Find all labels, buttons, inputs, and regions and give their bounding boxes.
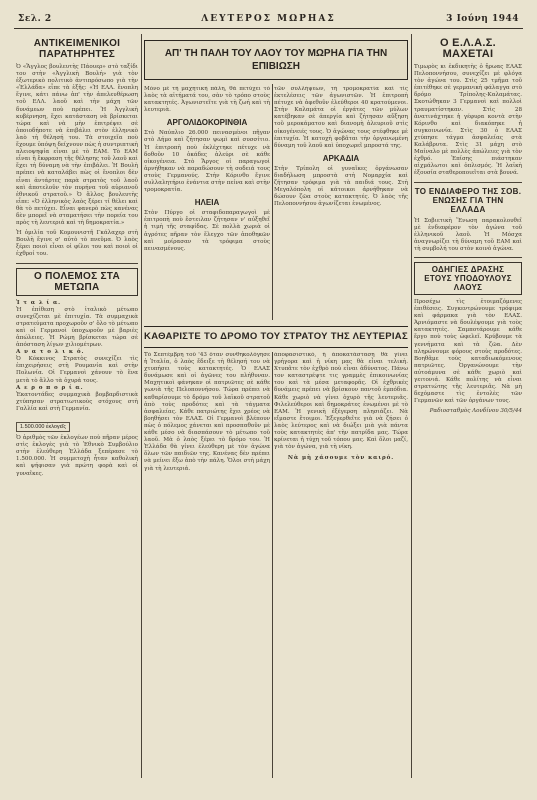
article-heading-antikeimenikoi: ΑΝΤΙΚΕΙΜΕΝΙΚΟΙ ΠΑΡΑΤΗΡΗΤΕΣ: [33, 38, 121, 60]
article-body: ἀποφασιστικό, ἡ ἀποκατάσταση θὰ γίνει γρήγορα καὶ ἡ νίκη μας θὰ εἶναι τελικὴ. Χτυπᾶτε τὸν ἐχθρὸ ποὺ εἶναι ἀδύνατος. Πάνω τον καταστρέψτε τις γραμμὲς ἐπικοινωνίας του καὶ τὰ μέσα μεταφορᾶς. Οἱ ἐχθρικὲς δυνάμεις πρέπει νὰ βρίσκουν παντοῦ ἐμπόδια. Κάθε χωριὸ νὰ γίνει ὀχυρὸ τῆς λευτεριᾶς. Φιλελεύθεροι καὶ δημοκράτες ἑνωμένοι μὲ τὸ ΕΑΜ. Ἡ γενικὴ ἐξέγερση πλησιάζει. Νὰ εἴμαστε ἕτοιμοι. Ἐξεγερθεῖτε γιὰ νὰ ζήσει ὁ λαὸς λεύτερος καὶ νὰ διώξει μιὰ γιὰ πάντα τοὺς κατακτητὲς ἀπ' τὴν πατρίδα μας. Τώρα κρίνεται ἡ τύχη τοῦ τόπου μας. Καὶ ὅλοι μαζί, γιὰ τὸν ἀγώνα, γιὰ τὴ νίκη.: [274, 352, 408, 451]
page-fade: [274, 756, 408, 778]
subheading-ileia: ΗΛΕΙΑ: [194, 198, 220, 208]
column-center-left-top: [144, 86, 270, 320]
article-body: τῶν συλλήψεων, τὴ τρομοκρατία καὶ τὶς ἐκτελέσεις τῶν ἀγωνιστῶν. Ἡ ἐπιτροπὴ πέτυχε νὰ ἀφεθοῦν ἐλεύθεροι 40 κρατούμενοι. Στὴν Καλαμάτα οἱ ἐργάτες τῶν μύλων κατέβηκαν σὲ ἀπεργία καὶ ζήτησαν αὔξηση τοῦ μεροκάματου καὶ διανομὴ ἀλευριοῦ στὶς οἰκογένειές τους. Ὁ ἀγώνας τους στέφθηκε μὲ ἐπιτυχία. Ἡ κατοχὴ φοβᾶται τὴν ὀργανωμένη δύναμη τοῦ λαοῦ καὶ ὑποχωρεῖ μπροστά της.: [274, 86, 408, 149]
column-rule: [272, 84, 273, 320]
column-right: [414, 36, 522, 778]
article-body: Ὁ «Ἄγγλος βουλευτὴς Πάουερ» στὸ ταξίδι του στὴν «Ἀγγλικὴ Βουλή» γιὰ τὸν ἐξωτερικὸ πολιτικὸ ἀντιπρόσωπο γιὰ τὴν «Ἑλλάδα» εἶπε τὰ ἑξῆς: «Ἡ ΕΛΛ. ἕνοπλη ἔγινε, κάτι πάνω ἀπ' τὴν ἀπελευθέρωση τοῦ ΕΛΛ. λαοῦ καὶ τὴν μάχη τῶν δυνάμεων ποὺ πρέπει. Ἡ Ἀγγλικὴ κυβέρνηση, ἔχει κατάσταση νὰ βρίσκεται τώρα καὶ νὰ μὴν ἐπιτρέψει σὲ ὁποιοδήποτε νὰ ἐπιβάλει στὸν ἑλληνικὸ λαὸ τὴ θέλησή του. Τὰ στοιχεῖα ποὺ ἔχουμε ὑπόψη δείχνουν πὼς ἡ συντριπτικὴ πλειοψηφία εἶναι μὲ τὸ ΕΑΜ. Τὸ ΕΑΜ εἶναι ἡ ἔκφραση τῆς θέλησης τοῦ λαοῦ καὶ ἔχει τὴ δύναμη νὰ τὴν ἐπιβάλει. Ἡ Βουλὴ πρέπει νὰ καταλάβει πὼς οἱ ἔνοπλοι δὲν εἶναι ἀντάρτες παρὰ στρατὸς τοῦ λαοῦ καὶ ἀποτελοῦν τὸν πυρήνα τοῦ αὐριανοῦ ἐθνικοῦ στρατοῦ.» Ὁ ἄλλος βουλευτὴς εἶπε: «Ὁ ἑλληνικὸς λαὸς ξέρει τί θέλει καὶ θὰ τὸ πετύχει. Εἶναι φανερὸ πὼς κανένας δὲν μπορεῖ νὰ σταματήσει τὴν πορεία του πρὸς τὴ λευτεριά καὶ τὴ δημοκρατία.»: [16, 64, 138, 227]
subheading-arkadia: ΑΡΚΑΔΙΑ: [322, 153, 360, 163]
article-body: Ὁ ἀριθμὸς τῶν ἐκλογέων ποὺ πῆραν μέρος στὶς ἐκλογὲς γιὰ τὸ Ἐθνικὸ Συμβούλιο στὴν ἐλεύθερη Ἑλλάδα ξεπέρασε τὸ 1.500.000. Ἡ συμμετοχὴ ἦταν καθολικὴ καὶ ψήφισαν γιὰ πρώτη φορὰ καὶ οἱ γυναῖκες.: [16, 435, 138, 477]
article-body: Προσέχω τὶς ἑτοιμαζόμενες ἐπιθέσεις. Συγκεντρώνουμε τρόφιμα καὶ φάρμακα γιὰ τὸν ΕΛΑΣ. Ἀρνιόμαστε νὰ δουλέψουμε γιὰ τοὺς κατακτητές. Σαμποτάρουμε κάθε ἔργο ποὺ τοὺς ὠφελεῖ. Κρύβουμε τὰ γεννήματα καὶ τὰ ζῶα. Δὲν πληρώνουμε φόρους στοὺς προδότες. Βοηθᾶμε τοὺς καταδιωκόμενους πατριῶτες. Ὀργανώνουμε τὴν αὐτοάμυνα σὲ κάθε χωριὸ καὶ γειτονιά. Κάθε πολίτης νὰ εἶναι στρατιώτης τῆς λευτεριᾶς. Νὰ μὴ δεχόμαστε τὶς ἐντολὲς τῶν Γερμανῶν καὶ τῶν ὀργάνων τους.: [414, 298, 522, 405]
section-lead: Α ν α τ ο λ ι κ ό.: [16, 349, 85, 356]
column-rule: [411, 34, 412, 778]
column-center-left-bottom: [144, 352, 270, 778]
article-body: Στὸ Ναύπλιο 26.000 πεινασμένοι πῆγαν στὸ Δήμο καὶ ζήτησαν ψωμὶ καὶ συσσίτιο. Ἡ ἐπιτροπὴ ποὺ ἐκλέχτηκε πέτυχε νὰ δοθοῦν 10 ὀκάδες ἀλεύρι σὲ κάθε οἰκογένεια. Στὸ Ἄργος οἱ παραγωγοὶ ἀρνήθηκαν νὰ παραδώσουν τὴ σοδειά τους στοὺς Γερμανούς. Στὴν Κόρινθο ἔγινε συλλαλητήριο ἐνάντια στὴν πείνα καὶ στὴν τρομοκρατία.: [144, 130, 270, 194]
article-intro: Μόνο μὲ τὴ μαχητικὴ πάλη, θὰ πετύχει τὸ λαὸς τὰ αἰτήματά του, σὰν τὸ τρόπο στοὺς κατακτητές. Ἀγωνιστεῖτε γιὰ τὴ ζωή καὶ τὴ λευτεριὰ.: [144, 86, 270, 114]
section-lead: Α ε ρ ο π ο ρ ί α.: [16, 384, 84, 391]
issue-date: 3 Ιούνη 1944: [446, 14, 519, 24]
section-lead: Ἰ τ α λ ί α.: [16, 299, 62, 306]
divider: [414, 182, 522, 183]
divider: [414, 257, 522, 258]
article-heading-polemos: Ο ΠΟΛΕΜΟΣ ΣΤΑ ΜΕΤΩΠΑ: [16, 268, 138, 296]
article-body: Τὸ Σεπτέμβρη τοῦ '43 ὅταν συνθηκολόγησε ἡ Ἰταλία, ὁ λαὸς ἔδειξε τὴ θέλησή του νὰ χτυπήσει τοὺς κατακτητές. Ὁ ΕΛΑΣ δυνάμωσε καὶ οἱ ἀγῶνες του πλήθυναν. Μαχητικοὶ φάνηκαν οἱ πατριῶτες σὲ κάθε γωνιὰ τῆς Πελοποννήσου. Τώρα πρέπει νὰ καθαρίσουμε τὸ δρόμο τοῦ λαϊκοῦ στρατοῦ ἀπὸ τοὺς προδότες καὶ τὰ τάγματα ἀσφαλείας. Κάθε πατριώτης ἔχει χρέος νὰ βοηθήσει τὸν ΕΛΑΣ. Οἱ Γερμανοὶ βλέπουν πὼς ὁ πόλεμος χάνεται καὶ προσπαθοῦν μὲ κάθε μέσο νὰ διασπάσουν τὸ μέτωπο τοῦ λαοῦ. Μὰ ὁ λαὸς ξέρει τὸ δρόμο του. Ἡ Ἑλλάδα θὰ γίνει ἐλεύθερη μὲ τὸν ἀγώνα ὅλων τῶν παιδιῶν της. Κανένας δὲν πρέπει νὰ μείνει ἔξω ἀπὸ τὴν πάλη. Ὅλοι στὴ μάχη γιὰ τὴ λευτεριά.: [144, 352, 270, 472]
article-heading-odigies: ΟΔΗΓΙΕΣ ΔΡΑΣΗΣ ΕΤΟΥΣ ΥΠΟΔΟΥΛΟΥΣ ΛΑΟΥΣ: [414, 262, 522, 295]
column-rule: [141, 34, 142, 778]
article-body: Στὴν Τρίπολη οἱ γυναῖκες ὀργάνωσαν διαδήλωση μπροστὰ στὴ Νομαρχία καὶ ζήτησαν τρόφιμα γιὰ τὰ παιδιά τους. Στὴ Μεγαλόπολη οἱ κάτοικοι ἀρνήθηκαν νὰ δώσουν ζῶα στοὺς κατακτητές. Ὁ λαὸς τῆς Πελοποννήσου ἀγωνίζεται ἑνωμένος.: [274, 165, 408, 208]
column-center-right-bottom: [274, 352, 408, 778]
article-body: Ἡ ἐπίθεση στὸ ἰταλικὸ μέτωπο συνεχίζεται μὲ ἐπιτυχία. Τὰ συμμαχικὰ στρατεύματα προχωροῦν σ' ὅλο τὸ μέτωπο καὶ οἱ Γερμανοὶ ὑποχωροῦν μὲ βαριὲς ἀπώλειες. Ἡ Ρώμη βρίσκεται τώρα σὲ ἀπόσταση λίγων χιλιομέτρων.: [16, 306, 138, 349]
article-body: Ἡ ὁμιλία τοῦ Κομουνιστῆ Γκάλαχερ στὴ Βουλὴ ἔγινε σ' αὐτὸ τὸ πνεῦμα. Ὁ λαὸς ξέρει ποιοὶ εἶναι οἱ φίλοι του καὶ ποιοὶ οἱ ἐχθροί του.: [16, 230, 138, 258]
newspaper-title: ΛΕΥΤΕΡΟΣ ΜΩΡΗΑΣ: [201, 14, 336, 24]
column-rule: [272, 352, 273, 778]
article-body: Στὸν Πύργο οἱ σταφιδοπαραγωγοὶ μὲ ἐπιτροπὴ ποὺ ἔστειλαν ζήτησαν ν' αὐξηθεῖ ἡ τιμὴ τῆς σταφίδας. Σὲ πολλὰ χωριὰ οἱ ἀγρότες πῆραν τὸν ἔλεγχο τῶν ἀποθηκῶν καὶ μοίρασαν τὰ τρόφιμα στοὺς πεινασμένους.: [144, 210, 270, 252]
divider: [16, 263, 138, 264]
article-body: Ἡ Σοβιετικὴ Ἕνωση παρακολουθεῖ μὲ ἐνδιαφέρον τὸν ἀγώνα τοῦ ἑλληνικοῦ λαοῦ. Ἡ Μόσχα ἀναγνωρίζει τὴ δύναμη τοῦ ΕΑΜ καὶ τὴ συμβολή του στὸν κοινὸ ἀγώνα.: [414, 217, 522, 252]
subhead-stamp: 1.500.000 ἐκλογεῖς: [16, 422, 70, 432]
page-number: Σελ. 2: [18, 14, 52, 24]
masthead: [14, 12, 523, 29]
article-heading-sovietiki: ΤΟ ΕΝΔΙΑΦΕΡΟ ΤΗΣ ΣΟΒ. ΕΝΩΣΗΣ ΓΙΑ ΤΗΝ ΕΛΛΑΔΑ: [414, 186, 522, 214]
article-source: Ραδιοσταθμὸς Λονδίνου 30/5/44: [429, 408, 522, 415]
article-heading-elas: Ο Ε.Λ.Α.Σ. ΜΑΧΕΤΑΙ: [439, 37, 497, 60]
banner-epiviosi: ΑΠ' ΤΗ ΠΑΛΗ ΤΟΥ ΛΑΟΥ ΤΟΥ ΜΩΡΗΑ ΓΙΑ ΤΗΝ ΕΠΙΒΙΩΣΗ: [144, 40, 408, 80]
article-closing: Νὰ μὴ χάσουμε τὸν καιρό.: [287, 455, 395, 462]
column-left: [16, 36, 138, 778]
banner-kathariste: ΚΑΘΑΡΙΣΤΕ ΤΟ ΔΡΟΜΟ ΤΟΥ ΣΤΡΑΤΟΥ ΤΗΣ ΛΕΥΤΕΡΙΑΣ: [144, 326, 408, 348]
article-body: Ἐκατοντάδες συμμαχικὰ βομβαρδιστικὰ χτύπησαν στρατιωτικοὺς στόχους στὴ Γαλλία καὶ στὴ Γερμανία.: [16, 391, 138, 412]
page-fade: [16, 756, 138, 778]
article-body: Τιμωρὸς κι ἐκδικητὴς ὁ ἥρωας ΕΛΑΣ Πελοποννήσου, συνεχίζει μὲ φλόγα τὸν ἀγώνα του. Στὶς 25 τμῆμα τοῦ ἐπιτέθηκε σὲ γερμανικὴ φάλαγγα στὸ δρόμο Τρίπολης-Καλαμάτας. Σκοτώθηκαν 3 Γερμανοὶ καὶ πολλοὶ τραυματίστηκαν. Στὶς 28 ἀνατινάχτηκε ἡ γέφυρα κοντὰ στὴν Κόρινθο καὶ διακόπηκε ἡ συγκοινωνία. Στὶς 30 ὁ ΕΛΑΣ χτύπησε τάγμα ἀσφαλείας στὰ Καλάβρυτα. Στὶς 31 μάχη στὸ Μαίναλο μὲ πολλὲς ἀπώλειες γιὰ τὸν ἐχθρό. Ἐπίσης πιάστηκαν αἰχμάλωτοι καὶ ὁπλισμός. Ἡ λαϊκὴ ἐξουσία σταθεροποιεῖται στὰ βουνά.: [414, 64, 522, 177]
page-fade: [144, 756, 270, 778]
column-center-right-top: [274, 86, 408, 320]
article-body: Ὁ Κόκκινος Στρατὸς συνεχίζει τὶς ἐπιχειρήσεις στὴ Ρουμανία καὶ στὴν Πολωνία. Οἱ Γερμανοὶ χάνουν τὸ ἕνα μετὰ τὸ ἄλλο τὰ ὀχυρά τους.: [16, 356, 138, 384]
subheading-argolidokorinthia: ΑΡΓΟΛΙΔΟΚΟΡΙΝΘΙΑ: [166, 118, 248, 128]
page-fade: [414, 756, 522, 778]
